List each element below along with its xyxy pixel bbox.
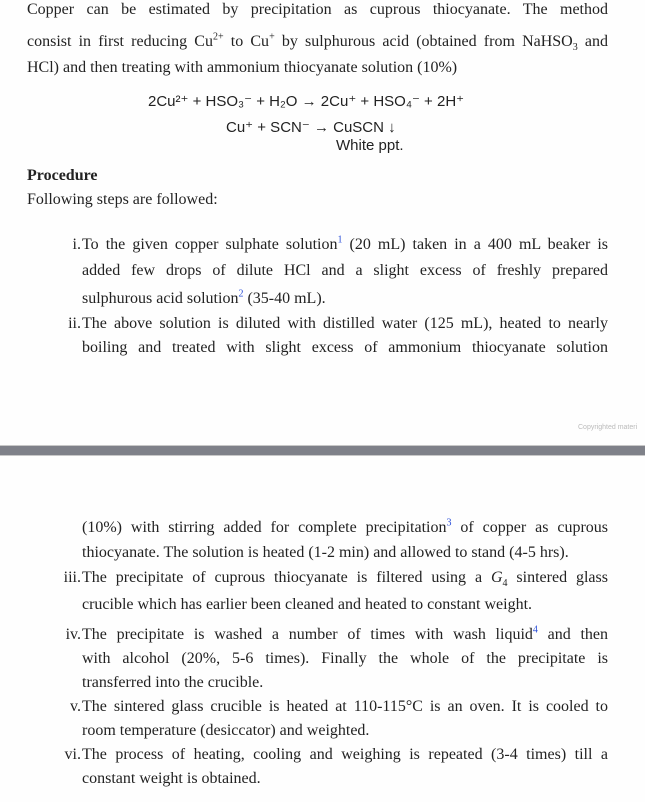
text-segment: transferred into the crucible. [82, 674, 264, 691]
text-line [82, 746, 608, 764]
subscript: 4 [502, 578, 508, 590]
text-segment: consist in first reducing Cu [27, 33, 213, 50]
text-segment: crucible which has earlier been cleaned and heated to constant weight. [82, 596, 533, 613]
text-line [82, 236, 608, 254]
text-segment: The above solution is diluted with distilled water (125 mL), heated to nearly [82, 315, 608, 332]
footnote-link[interactable]: 4 [532, 624, 538, 636]
text-line [82, 519, 608, 537]
footnote-link[interactable]: 3 [446, 517, 452, 529]
text-line [82, 290, 608, 308]
text-segment: thiocyanate. The solution is heated (1-2 min) and allowed to stand (4-5 hrs). [82, 544, 569, 561]
text-segment: constant weight is obtained. [82, 770, 261, 787]
italic-symbol: G [490, 569, 503, 586]
text-line [82, 544, 608, 562]
procedure-heading: Procedure [27, 167, 98, 184]
step-marker: i. [72, 236, 81, 253]
text-segment: Copper can be estimated by precipitation as cuprous thiocyanate. The method [27, 1, 608, 18]
text-segment: The process of heating, cooling and weighing is repeated (3-4 times) till a [82, 746, 608, 763]
text-line [82, 722, 608, 740]
text-segment: The precipitate is washed a number of times with wash liquid [82, 626, 533, 643]
subscript: 3 [572, 42, 578, 54]
equation-reduction: 2Cu²⁺ + HSO₃⁻ + H₂O → 2Cu⁺ + HSO₄⁻ + 2H⁺ [148, 93, 465, 110]
text-segment: boiling and treated with slight excess of ammonium thiocyanate solution [82, 339, 608, 356]
text-segment: and [577, 33, 609, 50]
text-segment: and then [537, 626, 608, 643]
text-segment: The precipitate of cuprous thiocyanate is filtered using a [82, 569, 491, 586]
text-segment: sintered glass [507, 569, 608, 586]
text-line [27, 1, 608, 19]
page-divider [0, 445, 645, 456]
superscript: 2+ [212, 31, 224, 43]
text-segment: by sulphurous acid (obtained from NaHSO [274, 33, 573, 50]
text-line [82, 698, 608, 716]
equation-precipitation: Cu⁺ + SCN⁻ → CuSCN ↓ [226, 119, 396, 136]
text-line [82, 626, 608, 644]
text-segment: (20 mL) taken in a 400 mL beaker is [342, 236, 609, 253]
copyright-notice: Copyrighted materi [578, 424, 638, 431]
text-segment: (35-40 mL). [243, 290, 326, 307]
text-line [82, 315, 608, 333]
step-marker: v. [70, 698, 81, 715]
text-line [82, 650, 608, 668]
equation-note: White ppt. [336, 137, 404, 154]
step-marker: iii. [63, 569, 81, 586]
text-line [82, 674, 608, 692]
text-segment: added few drops of dilute HCl and a slight excess of freshly prepared [82, 262, 608, 279]
footnote-link[interactable]: 2 [238, 288, 244, 300]
footnote-link[interactable]: 1 [337, 234, 343, 246]
text-segment: of copper as cuprous [451, 519, 608, 536]
text-line [82, 596, 608, 614]
text-line [82, 339, 608, 357]
text-line [27, 59, 608, 77]
text-segment: with alcohol (20%, 5-6 times). Finally the whole of the precipitate is [82, 650, 608, 667]
text-segment: The sintered glass crucible is heated at 110-115°C is an oven. It is cooled to [82, 698, 608, 715]
text-line [82, 770, 608, 788]
step-marker: vi. [64, 746, 81, 763]
text-segment: (10%) with stirring added for complete precipitation [82, 519, 447, 536]
text-segment: room temperature (desiccator) and weighted. [82, 722, 370, 739]
step-marker: iv. [65, 626, 81, 643]
text-segment: sulphurous acid solution [82, 290, 239, 307]
text-line [82, 262, 608, 280]
procedure-intro: Following steps are followed: [27, 191, 218, 208]
text-line [27, 31, 609, 54]
step-marker: ii. [68, 315, 81, 332]
superscript: + [269, 31, 275, 43]
text-line [82, 569, 608, 590]
text-segment: to Cu [223, 33, 270, 50]
text-segment: To the given copper sulphate solution [82, 236, 338, 253]
text-segment: HCl) and then treating with ammonium thiocyanate solution (10%) [27, 59, 458, 76]
